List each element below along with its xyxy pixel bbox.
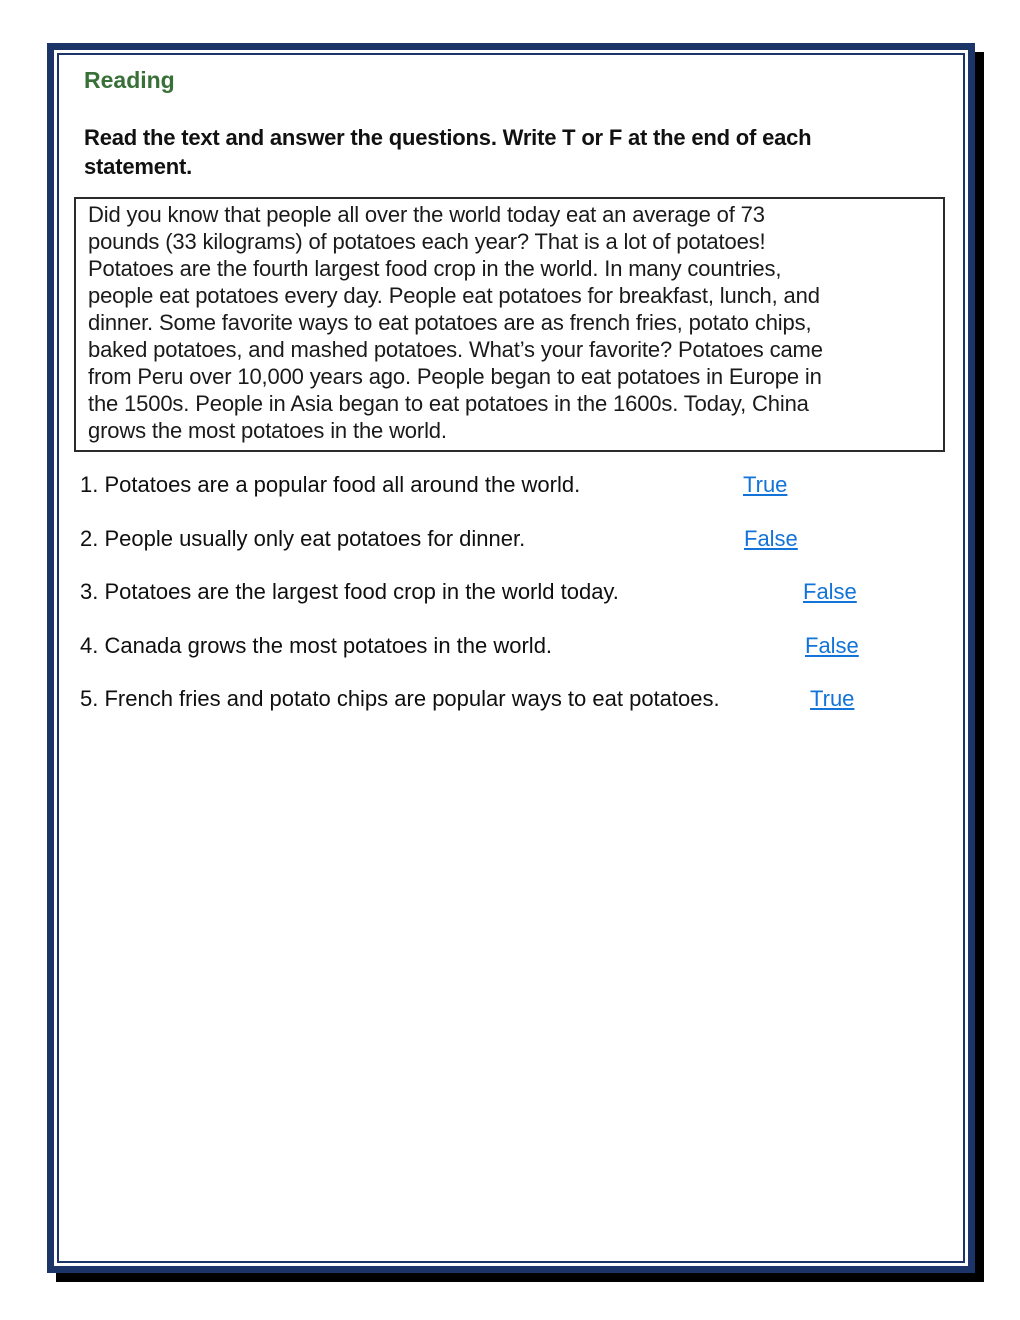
questions-list (80, 0, 980, 760)
passage-line: pounds (33 kilograms) of potatoes each year? That is a lot of potatoes! (88, 229, 766, 254)
passage-line: from Peru over 10,000 years ago. People began to eat potatoes in Europe in (88, 364, 822, 389)
answer-link[interactable]: False (803, 579, 857, 604)
question-row-2 (80, 525, 980, 552)
instructions-line: statement. (84, 154, 193, 179)
passage-line: dinner. Some favorite ways to eat potatoes are as french fries, potato chips, (88, 310, 812, 335)
instructions-line: Read the text and answer the questions. Write T or F at the end of each (84, 125, 812, 150)
question-text: 3. Potatoes are the largest food crop in the world today. (80, 579, 619, 604)
section-heading: Reading (84, 67, 175, 93)
passage-line: grows the most potatoes in the world. (88, 418, 447, 443)
answer-link[interactable]: False (744, 526, 798, 551)
answer-link[interactable]: False (805, 633, 859, 658)
question-row-5 (80, 685, 980, 712)
passage-line: Did you know that people all over the world today eat an average of 73 (88, 202, 765, 227)
question-row-4 (80, 632, 980, 659)
question-text: 4. Canada grows the most potatoes in the world. (80, 633, 553, 658)
answer-link[interactable]: True (743, 472, 788, 497)
question-row-3 (80, 578, 980, 605)
answer-link[interactable]: True (810, 686, 855, 711)
passage-line: Potatoes are the fourth largest food crop in the world. In many countries, (88, 256, 782, 281)
passage-line: people eat potatoes every day. People eat potatoes for breakfast, lunch, and (88, 283, 820, 308)
passage-line: baked potatoes, and mashed potatoes. What’s your favorite? Potatoes came (88, 337, 823, 362)
question-text: 2. People usually only eat potatoes for dinner. (80, 526, 526, 551)
question-text: 1. Potatoes are a popular food all around the world. (80, 472, 581, 497)
question-text: 5. French fries and potato chips are popular ways to eat potatoes. (80, 686, 720, 711)
passage-line: the 1500s. People in Asia began to eat potatoes in the 1600s. Today, China (88, 391, 809, 416)
question-row-1 (80, 471, 980, 498)
